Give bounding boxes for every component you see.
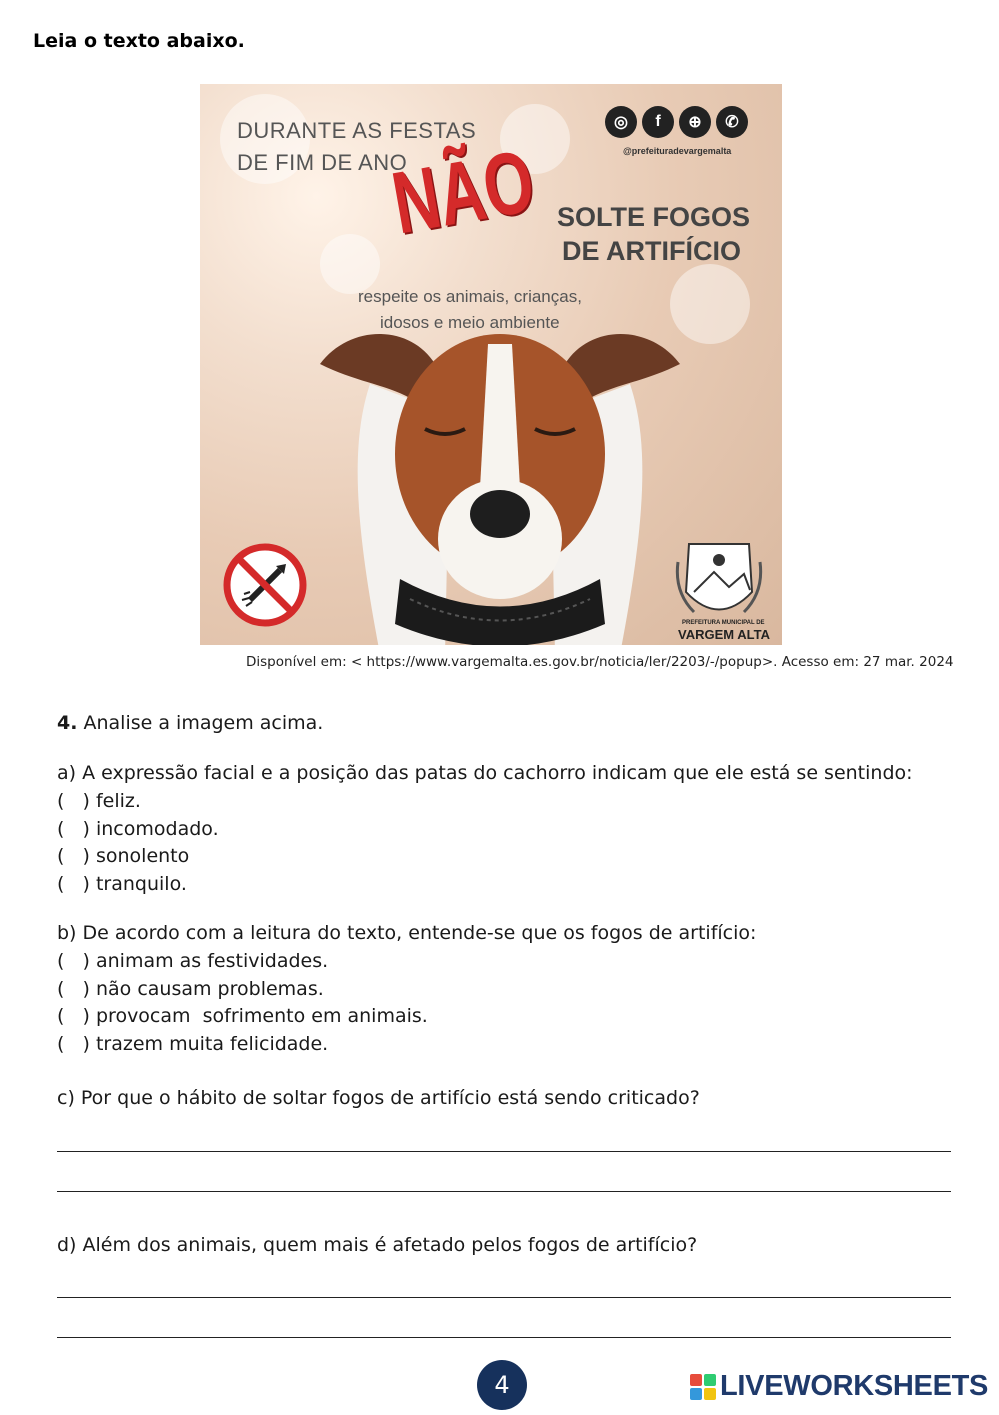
option-checkbox[interactable]: ( ) tranquilo. bbox=[57, 873, 187, 896]
whatsapp-icon: ✆ bbox=[716, 106, 748, 138]
question-title bbox=[57, 712, 323, 734]
poster-nao: NÃO bbox=[385, 130, 542, 253]
option-checkbox[interactable]: ( ) trazem muita felicidade. bbox=[57, 1033, 329, 1056]
poster-solte-1: SOLTE FOGOS bbox=[557, 202, 751, 232]
poster-respect-1: respeite os animais, crianças, bbox=[358, 287, 582, 306]
question-a-prompt: a) A expressão facial e a posição das patas do cachorro indicam que ele está se sentindo: bbox=[57, 762, 913, 784]
page-number-badge: 4 bbox=[477, 1360, 527, 1410]
liveworksheets-brand bbox=[690, 1370, 988, 1403]
question-b bbox=[57, 920, 756, 1059]
option-checkbox[interactable]: ( ) feliz. bbox=[57, 789, 141, 812]
answer-line-c2[interactable] bbox=[57, 1191, 951, 1192]
instagram-icon: ◎ bbox=[605, 106, 637, 138]
campaign-poster bbox=[200, 84, 782, 645]
poster-handle: @prefeituradevargemalta bbox=[623, 146, 732, 156]
source-citation: Disponível em: < https://www.vargemalta.es.gov.br/noticia/ler/2203/-/popup>. Acesso em: 27 mar. 2024 bbox=[246, 654, 954, 670]
intro-heading: Leia o texto abaixo. bbox=[33, 30, 245, 52]
question-c-prompt: c) Por que o hábito de soltar fogos de artifício está sendo criticado? bbox=[57, 1087, 700, 1109]
question-b-prompt: b) De acordo com a leitura do texto, entende-se que os fogos de artifício: bbox=[57, 922, 757, 944]
no-fireworks-icon bbox=[222, 542, 308, 628]
social-icons bbox=[605, 106, 748, 138]
option-checkbox[interactable]: ( ) não causam problemas. bbox=[57, 977, 324, 1000]
poster-headline-1: DURANTE AS FESTAS bbox=[237, 118, 477, 143]
answer-line-d1[interactable] bbox=[57, 1297, 951, 1298]
question-a bbox=[57, 760, 913, 899]
poster-respect-2: idosos e meio ambiente bbox=[380, 313, 560, 332]
liveworksheets-logo-icon bbox=[690, 1374, 716, 1400]
crest-caption-small: PREFEITURA MUNICIPAL DE bbox=[682, 620, 765, 626]
option-checkbox[interactable]: ( ) incomodado. bbox=[57, 817, 219, 840]
option-checkbox[interactable]: ( ) animam as festividades. bbox=[57, 949, 329, 972]
facebook-icon: f bbox=[642, 106, 674, 138]
option-checkbox[interactable]: ( ) sonolento bbox=[57, 845, 190, 868]
question-number: 4. bbox=[57, 712, 78, 734]
answer-line-c1[interactable] bbox=[57, 1151, 951, 1152]
dog-illustration bbox=[260, 324, 740, 645]
poster-headline-2: DE FIM DE ANO bbox=[237, 150, 408, 175]
answer-line-d2[interactable] bbox=[57, 1337, 951, 1338]
question-text: Analise a imagem acima. bbox=[83, 712, 324, 734]
brand-text: LIVEWORKSHEETS bbox=[720, 1370, 989, 1402]
crest-caption-big: VARGEM ALTA bbox=[678, 627, 770, 642]
poster-solte-2: DE ARTIFÍCIO bbox=[562, 236, 741, 266]
globe-icon: ⊕ bbox=[679, 106, 711, 138]
option-checkbox[interactable]: ( ) provocam sofrimento em animais. bbox=[57, 1005, 428, 1028]
question-d-prompt: d) Além dos animais, quem mais é afetado pelos fogos de artifício? bbox=[57, 1234, 698, 1256]
